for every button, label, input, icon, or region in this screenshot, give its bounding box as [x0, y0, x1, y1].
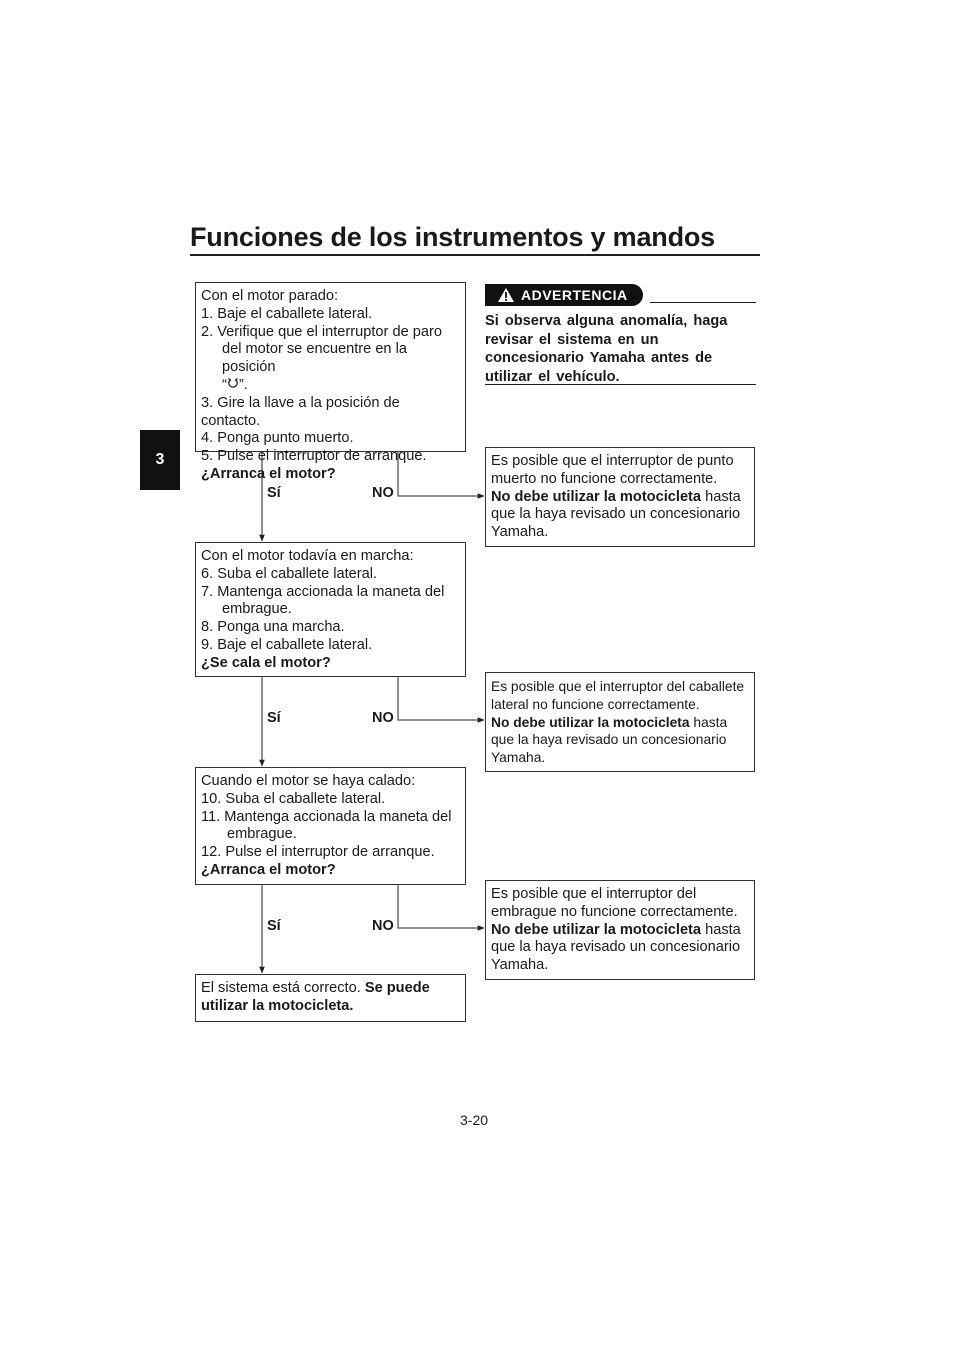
- r3-line-2: embrague no funcione correctamente.: [491, 903, 738, 920]
- step-8: 8. Ponga una marcha.: [201, 619, 345, 636]
- step-2a: 2. Verifique que el interruptor de paro: [201, 323, 442, 340]
- step-box-3: [195, 767, 466, 885]
- r3-line-1: Es posible que el interruptor del: [491, 886, 697, 902]
- result-bold-1: Se puede: [364, 980, 430, 996]
- r2-line-2: lateral no funcione correctamente.: [491, 696, 700, 712]
- warning-badge: [485, 284, 643, 306]
- engine-run-icon: [227, 377, 239, 390]
- step-6: 6. Suba el caballete lateral.: [201, 565, 378, 582]
- page-title: Funciones de los instrumentos y mandos: [190, 222, 715, 252]
- r3-bold: No debe utilizar la motocicleta: [491, 921, 702, 938]
- r2-line-5: Yamaha.: [491, 750, 546, 766]
- r3-rest: hasta: [701, 921, 741, 938]
- quote-open: “: [222, 376, 227, 393]
- warning-text: [485, 312, 745, 386]
- question-2: ¿Se cala el motor?: [201, 654, 331, 671]
- result-clutch-switch: [485, 880, 755, 980]
- step-5: 5. Pulse el interruptor de arranque.: [201, 448, 427, 465]
- step-11a: 11. Mantenga accionada la maneta del: [201, 808, 452, 825]
- step-9: 9. Baje el caballete lateral.: [201, 636, 373, 653]
- r1-line-5: Yamaha.: [491, 524, 549, 541]
- question-3: ¿Arranca el motor?: [201, 861, 336, 878]
- warning-rule-top: [650, 302, 756, 303]
- step-2b: del motor se encuentre en la posición: [222, 341, 407, 376]
- step-7a: 7. Mantenga accionada la maneta del: [201, 583, 445, 600]
- yes-label-2: Sí: [267, 710, 281, 726]
- r1-bold: No debe utilizar la motocicleta: [491, 488, 702, 505]
- step-12: 12. Pulse el interruptor de arranque.: [201, 844, 435, 861]
- no-label-3: NO: [372, 918, 394, 934]
- no-arrow-3: [398, 884, 484, 928]
- warning-rule-bottom: [485, 384, 756, 385]
- step-1: 1. Baje el caballete lateral.: [201, 305, 373, 322]
- result-box: [195, 974, 466, 1022]
- warning-line-2: revisar el sistema en un: [485, 331, 659, 348]
- r2-line-1: Es posible que el interruptor del caballete: [491, 679, 745, 694]
- result-bold-2: utilizar la motocicleta.: [201, 997, 354, 1014]
- r2-rest: hasta: [689, 714, 728, 730]
- chapter-tab: 3: [140, 430, 180, 490]
- r3-line-4: que la haya revisado un concesionario: [491, 939, 741, 956]
- step-4: 4. Ponga punto muerto.: [201, 430, 354, 447]
- r1-line-2: muerto no funcione correctamente.: [491, 470, 718, 487]
- no-arrow-2: [398, 676, 484, 720]
- warning-line-3: concesionario Yamaha antes de: [485, 350, 713, 366]
- step-10: 10. Suba el caballete lateral.: [201, 790, 386, 807]
- result-text: El sistema está correcto.: [201, 980, 361, 996]
- page-number: 3-20: [460, 1112, 489, 1128]
- quote-close: ”.: [238, 376, 248, 393]
- no-label-2: NO: [372, 710, 394, 726]
- step-7b: embrague.: [222, 601, 292, 618]
- box1-intro: Con el motor parado:: [201, 288, 339, 304]
- warning-line-1: Si observa alguna anomalía, haga: [485, 313, 728, 329]
- r2-bold: No debe utilizar la motocicleta: [491, 714, 690, 730]
- r2-line-4: que la haya revisado un concesionario: [491, 732, 727, 748]
- step-box-1: [195, 282, 466, 482]
- question-1: ¿Arranca el motor?: [201, 465, 336, 482]
- warning-badge-label: ADVERTENCIA: [521, 287, 628, 303]
- step-box-2: [195, 542, 466, 677]
- no-label-1: NO: [372, 485, 394, 501]
- step-3: 3. Gire la llave a la posición de contacto.: [201, 394, 400, 429]
- step-2c: [201, 377, 460, 395]
- r1-rest: hasta: [701, 488, 741, 505]
- warning-icon: [497, 287, 515, 303]
- box2-intro: Con el motor todavía en marcha:: [201, 548, 414, 564]
- result-neutral-switch: [485, 447, 755, 547]
- r1-line-4: que la haya revisado un concesionario: [491, 506, 741, 523]
- result-sidestand-switch: [485, 672, 755, 772]
- r1-line-1: Es posible que el interruptor de punto: [491, 453, 734, 469]
- step-11b: embrague.: [227, 826, 297, 843]
- yes-label-3: Sí: [267, 918, 281, 934]
- r3-line-5: Yamaha.: [491, 957, 549, 974]
- warning-line-4: utilizar el vehículo.: [485, 368, 620, 385]
- box3-intro: Cuando el motor se haya calado:: [201, 773, 416, 789]
- yes-label-1: Sí: [267, 485, 281, 501]
